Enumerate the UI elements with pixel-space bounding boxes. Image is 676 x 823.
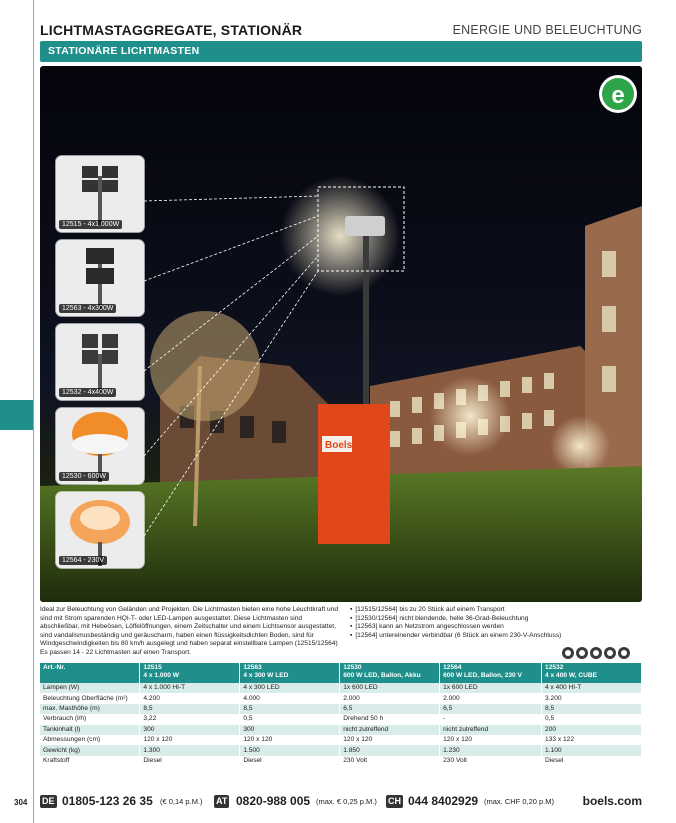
row-label-cell: Gewicht (kg)	[40, 745, 140, 755]
price-ch: (max. CHF 0,20 p.M)	[484, 797, 555, 806]
value-cell: 1x 600 LED	[440, 683, 542, 693]
header-cell: 12530 600 W LED, Ballon, Akku	[340, 663, 440, 683]
thumbnail-12563	[56, 240, 144, 316]
table-row	[40, 756, 642, 766]
row-label-cell: max. Masthöhe (m)	[40, 704, 140, 714]
value-cell: Drehend 50 h	[340, 714, 440, 724]
value-cell: Diesel	[240, 756, 340, 766]
row-label-cell: Beleuchtung Oberfläche (m²)	[40, 693, 140, 703]
timer-icon	[576, 647, 588, 659]
feature-item: ▪ [12530/12564] nicht blendende, helle 36-Grad-Beleuchtung	[350, 615, 642, 624]
value-cell: 120 x 120	[340, 735, 440, 745]
spec-header-row	[40, 663, 642, 683]
phone-de[interactable]: 01805-123 26 35	[62, 794, 153, 808]
thumbnail-12532	[56, 324, 144, 400]
value-cell: 120 x 120	[440, 735, 542, 745]
header-cell: Art.-Nr.	[40, 663, 140, 683]
table-row	[40, 693, 642, 703]
country-code-ch: CH	[388, 796, 401, 806]
value-cell: 1.300	[140, 745, 240, 755]
product-photo	[40, 66, 642, 602]
value-cell: 6,5	[340, 704, 440, 714]
thumbnail-12564	[56, 492, 144, 568]
country-code-at: AT	[216, 796, 228, 806]
feature-item: ▪ [12515/12564] bis zu 20 Stück auf einem Transport	[350, 606, 642, 615]
section-title: STATIONÄRE LICHTMASTEN	[48, 45, 200, 57]
value-cell: 4 x 1.000 HI-T	[140, 683, 240, 693]
value-cell: 1.850	[340, 745, 440, 755]
eco-leaf-icon	[598, 74, 638, 114]
eco-badge	[598, 74, 638, 114]
value-cell: Diesel	[542, 756, 642, 766]
value-cell: 8,5	[240, 704, 340, 714]
eco-badge-letter: e	[611, 82, 625, 109]
value-cell: 200	[542, 725, 642, 735]
value-cell: 300	[240, 725, 340, 735]
country-code-de: DE	[42, 796, 55, 806]
thumbnail-label: 12563 - 4x300W	[59, 304, 116, 313]
table-row	[40, 704, 642, 714]
value-cell: 1.230	[440, 745, 542, 755]
feature-item: ▪ [12564] untereinender verbindbar (6 Stück an einem 230-V-Anschluss)	[350, 632, 642, 641]
feature-icons	[560, 646, 642, 660]
header-cell: 12563 4 x 300 W LED	[240, 663, 340, 683]
value-cell: 4.000	[240, 693, 340, 703]
spec-table	[40, 663, 642, 766]
value-cell: nicht zutreffend	[440, 725, 542, 735]
value-cell: 230 Volt	[340, 756, 440, 766]
section-tab-marker	[0, 400, 33, 430]
value-cell: 120 x 120	[140, 735, 240, 745]
page-title: LICHTMASTAGGREGATE, STATIONÄR	[40, 22, 303, 38]
header-cell: 12515 4 x 1.000 W	[140, 663, 240, 683]
value-cell: 1.100	[542, 745, 642, 755]
value-cell: 4 x 300 LED	[240, 683, 340, 693]
lock-icon	[618, 647, 630, 659]
sensor-icon	[604, 647, 616, 659]
thumbnail-label: 12530 - 600W	[59, 472, 109, 481]
website-link[interactable]: boels.com	[582, 794, 642, 808]
section-bar	[40, 41, 642, 62]
value-cell: Diesel	[140, 756, 240, 766]
price-de: (€ 0,14 p.M.)	[160, 797, 203, 806]
value-cell: 0,5	[542, 714, 642, 724]
value-cell: 120 x 120	[240, 735, 340, 745]
header-cell: 12564 600 W LED, Ballon, 230 V	[440, 663, 542, 683]
thumbnail-12515	[56, 156, 144, 232]
value-cell: -	[440, 714, 542, 724]
value-cell: 0,5	[240, 714, 340, 724]
feature-list	[350, 606, 642, 640]
value-cell: 230 Volt	[440, 756, 542, 766]
value-cell: 2.000	[340, 693, 440, 703]
value-cell: 8,5	[542, 704, 642, 714]
unit-brand-label: Boels	[325, 440, 353, 451]
category-title: ENERGIE UND BELEUCHTUNG	[452, 23, 642, 37]
value-cell: 4 x 400 HI-T	[542, 683, 642, 693]
row-label-cell: Lampen (W)	[40, 683, 140, 693]
phone-at[interactable]: 0820-988 005	[236, 794, 311, 808]
feature-item: ▪ [12563] kann an Netzstrom angeschlossen werden	[350, 623, 642, 632]
page-header	[40, 22, 642, 40]
thumbnail-12530	[56, 408, 144, 484]
thumbnail-label: 12564 - 230V	[59, 556, 107, 565]
value-cell: 3.200	[542, 693, 642, 703]
table-row	[40, 745, 642, 755]
value-cell: 6,5	[440, 704, 542, 714]
page-footer	[0, 794, 676, 810]
table-row	[40, 683, 642, 693]
page-number: 304	[14, 798, 28, 807]
value-cell: 300	[140, 725, 240, 735]
table-row	[40, 725, 642, 735]
thumbnail-label: 12515 - 4x1.000W	[59, 220, 122, 229]
table-row	[40, 714, 642, 724]
row-label-cell: Abmessungen (cm)	[40, 735, 140, 745]
value-cell: 133 x 122	[542, 735, 642, 745]
value-cell: 3,22	[140, 714, 240, 724]
value-cell: nicht zutreffend	[340, 725, 440, 735]
value-cell: 8,5	[140, 704, 240, 714]
value-cell: 1.500	[240, 745, 340, 755]
price-at: (max. € 0,25 p.M.)	[316, 797, 377, 806]
product-description: Ideal zur Beleuchtung von Geländen und Projekten. Die Lichtmasten bieten eine hohe Leuchtkraft und sind mit Strom sparenden HQI-T- oder LED-Lampen ausgestattet. Diese Lichtmasten sind abschließbar, mit Hebeösen, Löffelöffnungen, einem Zeitschalter und einem Lichtsensor ausgestattet, sind vandalismusbeständig und geräuscharm, haben einen flüssigkeitsdichten Boden, sind für Windgeschwindigkeiten bis 80 km/h ausgelegt und haben separat einstellbare Lampen (12515/12564) Es passen 14 - 22 Lichtmasten auf einen Transport.	[40, 606, 339, 656]
row-label-cell: Kraftstoff	[40, 756, 140, 766]
value-cell: 1x 600 LED	[340, 683, 440, 693]
phone-ch[interactable]: 044 8402929	[408, 794, 479, 808]
thumbnail-label: 12532 - 4x400W	[59, 388, 116, 397]
header-cell: 12532 4 x 400 W, CUBE	[542, 663, 642, 683]
fuel-icon	[562, 647, 574, 659]
eco-icon	[590, 647, 602, 659]
value-cell: 2.000	[440, 693, 542, 703]
page-margin-rule	[33, 0, 34, 823]
row-label-cell: Tankinhalt (l)	[40, 725, 140, 735]
row-label-cell: Verbrauch (l/h)	[40, 714, 140, 724]
table-row	[40, 735, 642, 745]
value-cell: 4.200	[140, 693, 240, 703]
